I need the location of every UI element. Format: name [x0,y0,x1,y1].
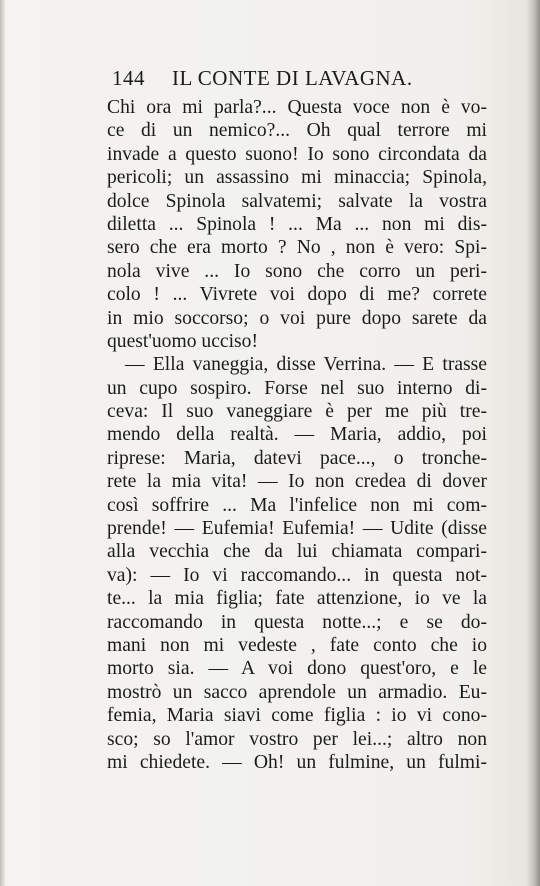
text-line: ce di un nemico?... Oh qual terrore mi [107,120,487,142]
text-line: invade a questo suono! Io sono circondata da [107,143,487,165]
text-line: alla vecchia che da lui chiamata compari- [107,541,487,563]
running-title: IL CONTE DI LAVAGNA. [172,66,413,90]
text-line: mi chiedete. — Oh! un fulmine, un fulmi- [107,751,487,773]
text-line: raccomando in questa notte...; e se do- [107,611,487,633]
page-number: 144 [112,66,145,90]
text-line: in mio soccorso; o voi pure dopo sarete da [107,307,487,329]
body-text [107,96,487,774]
text-line: morto sia. — A voi dono quest'oro, e le [107,658,487,680]
text-line: Chi ora mi parla?... Questa voce non è vo- [107,97,487,118]
text-line: così soffrire ... Ma l'infelice non mi com- [107,494,487,516]
text-line: sco; so l'amor vostro per lei...; altro non [107,728,487,750]
text-line: dolce Spinola salvatemi; salvate la vostra [107,190,487,212]
text-line: nola vive ... Io sono che corro un peri- [107,260,487,282]
text-line: mani non mi vedeste , fate conto che io [107,634,487,656]
text-line: un cupo sospiro. Forse nel suo interno di- [107,377,487,399]
text-line: mostrò un sacco aprendole un armadio. Eu- [107,681,487,703]
text-line: te... la mia figlia; fate attenzione, io ve la [107,588,487,610]
text-line: riprese: Maria, datevi pace..., o tronche- [107,447,487,469]
running-header [112,66,492,96]
text-line: sero che era morto ? No , non è vero: Spi- [107,237,487,259]
text-line: rete la mia vita! — Io non credea di dover [107,471,487,493]
text-line: va): — Io vi raccomando... in questa not- [107,564,487,586]
text-line: pericoli; un assassino mi minaccia; Spinola, [107,167,487,189]
text-line: colo ! ... Vivrete voi dopo di me? correte [107,284,487,306]
text-line: femia, Maria siavi come figlia : io vi cono- [107,705,487,727]
text-line: mendo della realtà. — Maria, addio, poi [107,424,487,446]
page-shadow-right [526,0,540,886]
text-line: ceva: Il suo vaneggiare è per me più tre- [107,401,487,423]
text-line: prende! — Eufemia! Eufemia! — Udite (disse [107,518,487,540]
text-line: quest'uomo ucciso! [107,330,259,352]
text-line: — Ella vaneggia, disse Verrina. — E trasse [125,354,487,376]
page-shadow-left [0,0,6,886]
text-line: diletta ... Spinola ! ... Ma ... non mi dis- [107,213,487,235]
